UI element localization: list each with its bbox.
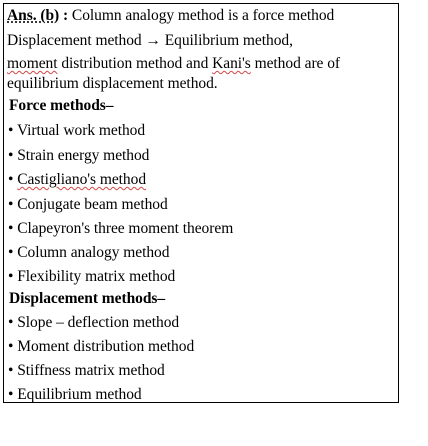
displacement-method-label: Stiffness matrix method xyxy=(17,362,165,379)
answer-line-3 xyxy=(7,55,396,73)
bullet-icon: • xyxy=(8,362,14,379)
answer-line-1 xyxy=(7,7,396,25)
method-are-of-text: method are of xyxy=(250,55,341,72)
force-method-item xyxy=(8,171,396,189)
displacement-method-label: Equilibrium method xyxy=(17,386,142,403)
force-method-label: Castigliano's method xyxy=(17,171,147,188)
force-method-label: Flexibility matrix method xyxy=(17,268,176,285)
answer-line-4 xyxy=(7,75,396,93)
bullet-icon: • xyxy=(8,220,14,237)
force-methods-heading: Force methods– xyxy=(9,97,114,114)
force-method-label: Virtual work method xyxy=(16,122,146,139)
force-method-label: Conjugate beam method xyxy=(17,196,168,213)
force-method-item xyxy=(8,147,396,165)
force-method-item xyxy=(8,122,396,140)
displacement-method-item xyxy=(8,362,396,380)
moment-word: moment xyxy=(7,55,58,72)
answer-label-colon: : xyxy=(59,7,72,24)
bullet-icon: • xyxy=(8,196,14,213)
kanis-word: Kani's xyxy=(212,55,251,72)
answer-line-2 xyxy=(7,32,396,50)
force-method-item xyxy=(8,268,396,286)
displacement-method-label: Slope – deflection method xyxy=(17,314,180,331)
displacement-method-item xyxy=(8,386,396,403)
displacement-method-item xyxy=(8,338,396,356)
force-method-label: Clapeyron's three moment theorem xyxy=(17,220,234,237)
displacement-method-label: Moment distribution method xyxy=(17,338,195,355)
displacement-method-item xyxy=(8,314,396,332)
bullet-icon: • xyxy=(8,171,14,188)
bullet-icon: • xyxy=(8,244,14,261)
bullet-icon: • xyxy=(8,122,14,139)
force-method-label: Strain energy method xyxy=(17,147,150,164)
bullet-icon: • xyxy=(8,338,14,355)
answer-label: Ans. (b) xyxy=(7,7,60,24)
answer-box xyxy=(3,3,399,403)
force-method-item xyxy=(8,244,396,262)
displacement-equilibrium-text: Displacement method → Equilibrium method, xyxy=(7,32,293,49)
force-method-label: Column analogy method xyxy=(17,244,170,261)
answer-statement: Column analogy method is a force method xyxy=(71,7,335,24)
bullet-icon: • xyxy=(8,268,14,285)
force-method-item xyxy=(8,196,396,214)
equilibrium-displacement-text: equilibrium displacement method. xyxy=(7,75,218,92)
force-method-item xyxy=(8,220,396,238)
distribution-text: distribution method and xyxy=(57,55,213,72)
displacement-methods-heading: Displacement methods– xyxy=(9,290,166,307)
bullet-icon: • xyxy=(8,314,14,331)
bullet-icon: • xyxy=(8,386,14,403)
bullet-icon: • xyxy=(8,147,14,164)
